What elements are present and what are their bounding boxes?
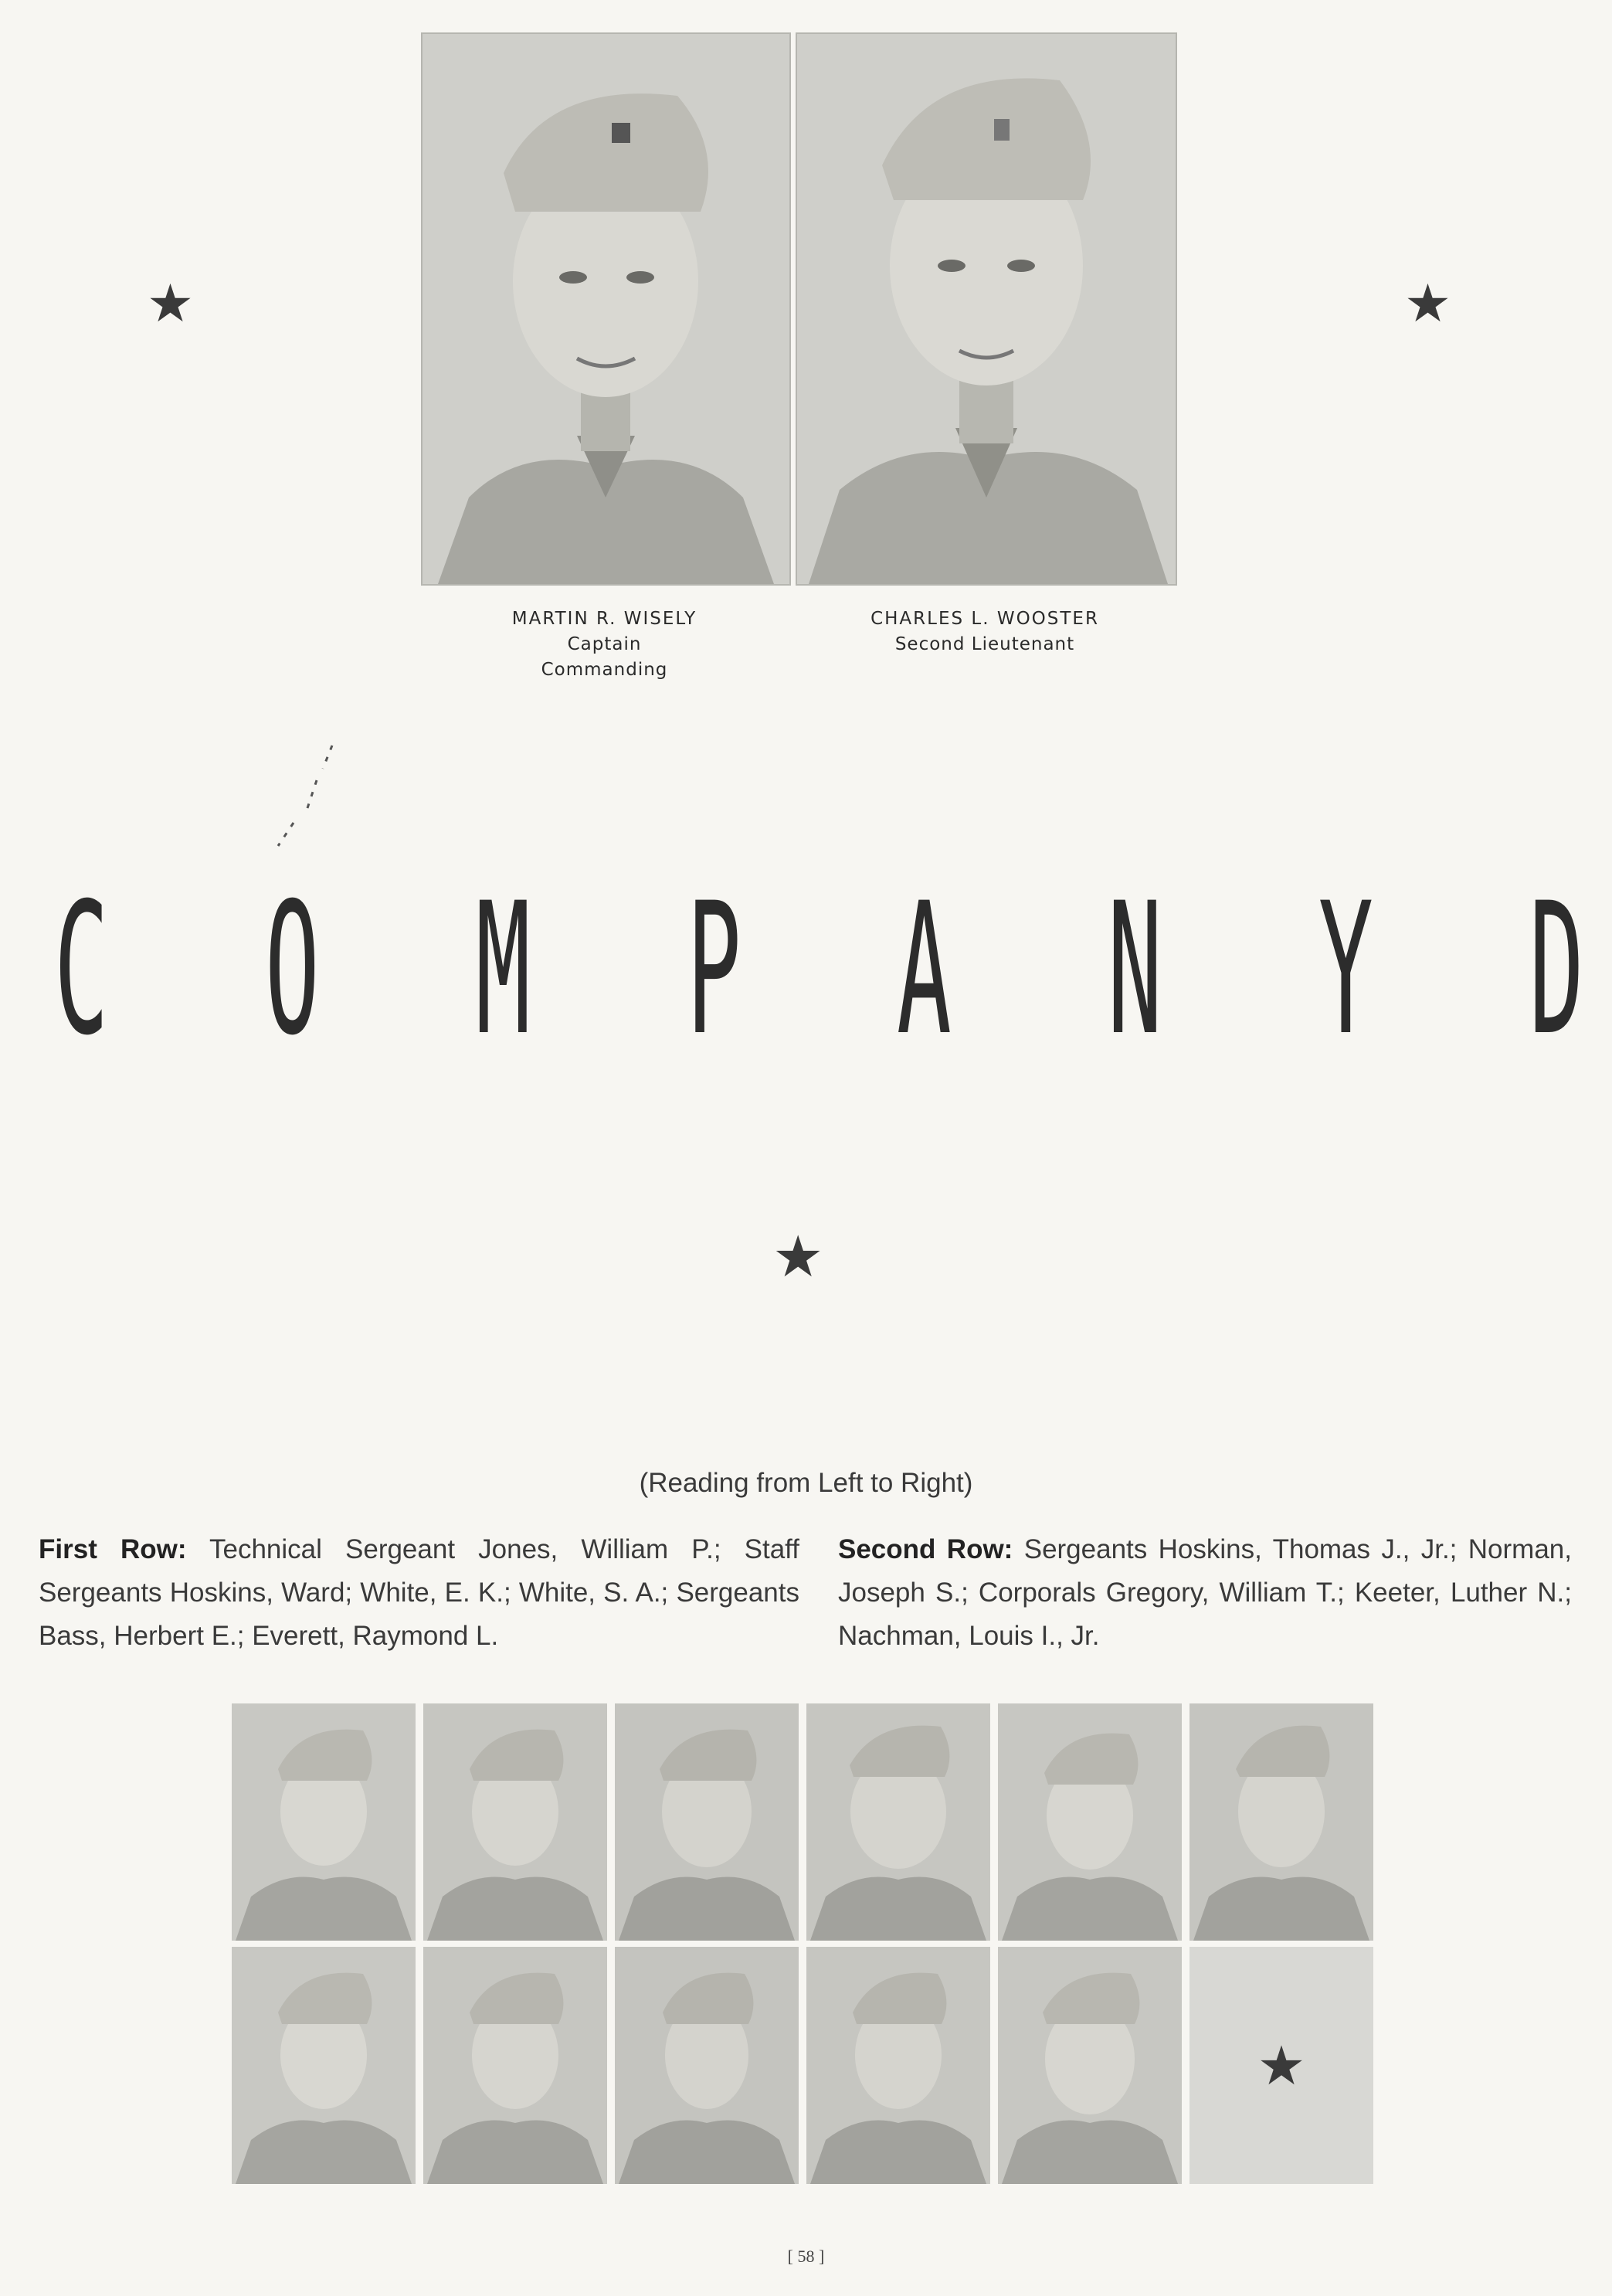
soldier-photo: [998, 1947, 1182, 2184]
star-icon: ★: [772, 1224, 824, 1290]
pen-mark: [263, 738, 340, 854]
first-row-caption: [39, 1528, 799, 1658]
star-icon: ★: [147, 273, 194, 335]
title-letter: A: [897, 864, 952, 1075]
star-icon: ★: [1257, 2033, 1306, 2097]
photo-grid: [232, 1703, 1373, 2184]
officer-name: MARTIN R. WISELY: [511, 609, 697, 629]
page-title: [35, 864, 1587, 1075]
title-letter: N: [1108, 864, 1162, 1075]
officer-rank: Second Lieutenant: [894, 634, 1075, 654]
soldier-photo: [806, 1703, 990, 1941]
second-row-names: Sergeants Hoskins, Thomas J., Jr.; Norman, Joseph S.; Corporals Gregory, William T.; Keeter, Luther N.; Nachman, Louis I., Jr.: [838, 1534, 1572, 1651]
soldier-photo: [615, 1703, 799, 1941]
officer-caption-wooster: [807, 606, 1162, 657]
second-row-label: Second Row:: [838, 1534, 1013, 1564]
soldier-photo: [232, 1947, 416, 2184]
title-letter: C: [54, 864, 109, 1075]
officer-photo-wooster: [796, 32, 1177, 586]
title-letter: P: [686, 864, 742, 1075]
title-letter: O: [264, 864, 320, 1075]
second-row-caption: [838, 1528, 1572, 1658]
title-letter: M: [475, 864, 531, 1075]
page-number: [ 58 ]: [787, 2247, 825, 2266]
soldier-photo: [998, 1703, 1182, 1941]
officer-role: Commanding: [541, 660, 668, 680]
soldier-photo: [615, 1947, 799, 2184]
title-letter: D: [1529, 864, 1584, 1075]
soldier-photo: [806, 1947, 990, 2184]
officer-photo-wisely: [421, 32, 791, 586]
officer-rank: Captain: [567, 634, 642, 654]
soldier-photo: [1189, 1703, 1373, 1941]
first-row-names: Technical Sergeant Jones, William P.; Staff Sergeants Hoskins, Ward; White, E. K.; White, S. A.; Sergeants Bass, Herbert E.; Everett, Raymond L.: [39, 1534, 799, 1651]
soldier-photo: [423, 1703, 607, 1941]
soldier-photo: [423, 1947, 607, 2184]
reading-note: (Reading from Left to Right): [639, 1468, 973, 1498]
officer-name: CHARLES L. WOOSTER: [870, 609, 1099, 629]
soldier-photo: [232, 1703, 416, 1941]
star-icon: ★: [1404, 273, 1451, 335]
title-letter: Y: [1318, 864, 1373, 1075]
first-row-label: First Row:: [39, 1534, 187, 1564]
empty-photo-cell: [1189, 1947, 1373, 2184]
officer-caption-wisely: [433, 606, 776, 683]
